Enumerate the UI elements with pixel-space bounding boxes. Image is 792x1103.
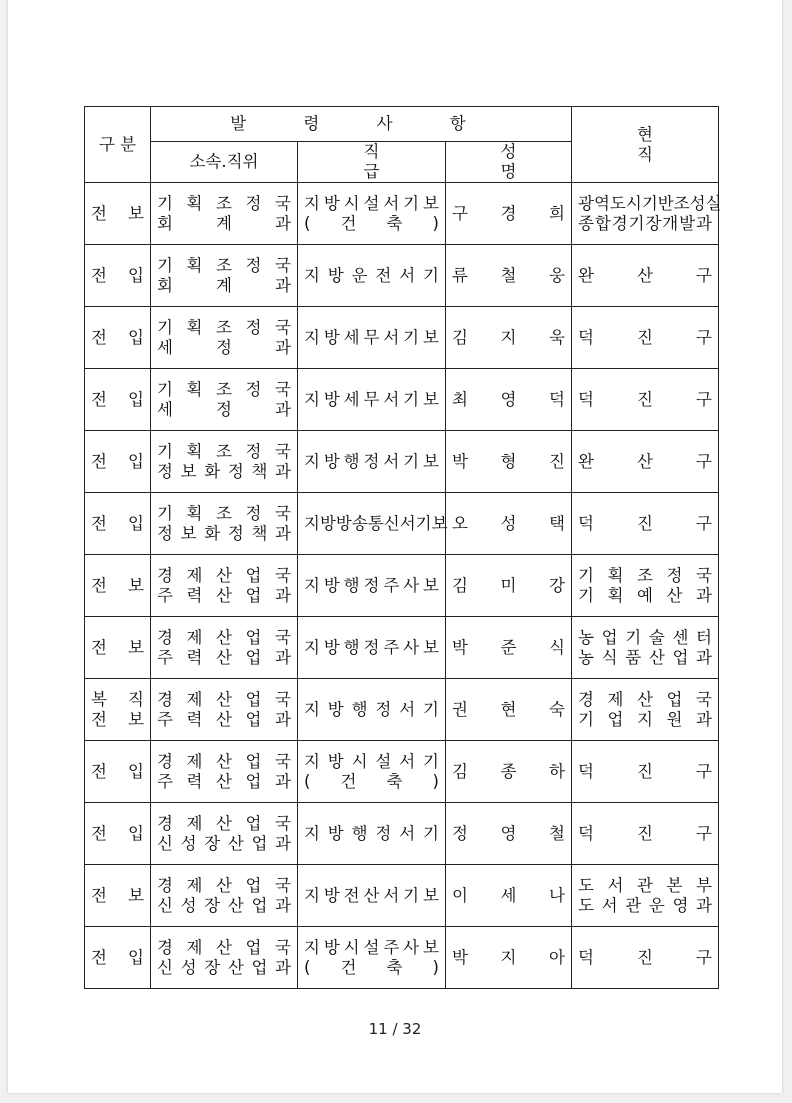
grade-line: 지 방 행 정 서 기 보 xyxy=(304,451,439,471)
current-post-line: 도 서 관 본 부 xyxy=(578,875,712,895)
affiliation-cell xyxy=(151,803,298,865)
person-name-cell xyxy=(446,617,572,679)
affiliation-cell xyxy=(151,927,298,989)
current-post-cell xyxy=(572,741,719,803)
order-type-cell xyxy=(85,617,151,679)
grade-cell xyxy=(298,431,446,493)
current-post-cell xyxy=(572,245,719,307)
current-post-line: 덕 진 구 xyxy=(578,947,712,967)
current-post-line: 기 획 예 산 과 xyxy=(578,585,712,605)
affiliation-cell xyxy=(151,183,298,245)
grade-line: 지 방 방 송 통 신 서 기 보 xyxy=(304,513,448,533)
header-current: 현 직 xyxy=(572,107,719,183)
page-number: 11 / 32 xyxy=(368,1020,422,1038)
personnel-order-table xyxy=(84,106,722,989)
order-type-cell xyxy=(85,493,151,555)
order-type-line: 전 입 xyxy=(91,389,144,409)
table-row xyxy=(85,741,719,803)
table-row xyxy=(85,803,719,865)
document-page xyxy=(8,0,782,1093)
current-post-cell xyxy=(572,927,719,989)
person-name-cell xyxy=(446,555,572,617)
person-name: 김 지 욱 xyxy=(452,327,565,347)
person-name-cell xyxy=(446,803,572,865)
current-post-line: 농 식 품 산 업 과 xyxy=(578,647,712,667)
grade-cell xyxy=(298,679,446,741)
table-row xyxy=(85,617,719,679)
current-post-line: 덕 진 구 xyxy=(578,761,712,781)
order-type-cell xyxy=(85,245,151,307)
header-gubun: 구 분 xyxy=(85,107,151,183)
order-type-cell xyxy=(85,431,151,493)
table-row xyxy=(85,431,719,493)
person-name: 박 지 아 xyxy=(452,947,565,967)
affiliation-line: 신 성 장 산 업 과 xyxy=(157,957,291,977)
grade-line: 지 방 행 정 서 기 xyxy=(304,823,439,843)
current-post-cell xyxy=(572,431,719,493)
table-row xyxy=(85,865,719,927)
order-type-line: 전 입 xyxy=(91,513,144,533)
affiliation-line: 정 보 화 정 책 과 xyxy=(157,523,291,543)
current-post-cell xyxy=(572,555,719,617)
current-post-line: 기 획 조 정 국 xyxy=(578,565,712,585)
grade-cell xyxy=(298,741,446,803)
person-name: 김 미 강 xyxy=(452,575,565,595)
header-grade: 직 급 xyxy=(298,142,446,183)
grade-cell xyxy=(298,555,446,617)
person-name: 오 성 택 xyxy=(452,513,565,533)
current-post-cell xyxy=(572,493,719,555)
person-name: 권 현 숙 xyxy=(452,699,565,719)
grade-cell xyxy=(298,369,446,431)
table-row xyxy=(85,307,719,369)
current-post-line: 종 합 경 기 장 개 발 과 xyxy=(578,213,712,233)
person-name-cell xyxy=(446,369,572,431)
order-type-line: 전 보 xyxy=(91,637,144,657)
affiliation-line: 경 제 산 업 국 xyxy=(157,689,291,709)
affiliation-line: 경 제 산 업 국 xyxy=(157,751,291,771)
affiliation-line: 신 성 장 산 업 과 xyxy=(157,833,291,853)
order-type-cell xyxy=(85,183,151,245)
affiliation-line: 경 제 산 업 국 xyxy=(157,813,291,833)
order-type-cell xyxy=(85,741,151,803)
order-type-cell xyxy=(85,927,151,989)
person-name-cell xyxy=(446,245,572,307)
grade-line: 지 방 시 설 주 사 보 xyxy=(304,937,439,957)
grade-line: 지 방 세 무 서 기 보 xyxy=(304,389,439,409)
grade-line: ( 건 축 ) xyxy=(304,957,439,977)
grade-line: ( 건 축 ) xyxy=(304,213,439,233)
table-row xyxy=(85,183,719,245)
current-post-cell xyxy=(572,183,722,245)
affiliation-line: 기 획 조 정 국 xyxy=(157,503,291,523)
grade-cell xyxy=(298,183,446,245)
affiliation-cell xyxy=(151,617,298,679)
current-post-line: 완 산 구 xyxy=(578,265,712,285)
order-type-line: 전 입 xyxy=(91,451,144,471)
grade-line: 지 방 전 산 서 기 보 xyxy=(304,885,439,905)
affiliation-line: 경 제 산 업 국 xyxy=(157,565,291,585)
grade-line: 지 방 시 설 서 기 보 xyxy=(304,193,439,213)
affiliation-line: 기 획 조 정 국 xyxy=(157,379,291,399)
grade-cell xyxy=(298,927,446,989)
order-type-cell xyxy=(85,369,151,431)
grade-line: 지 방 행 정 주 사 보 xyxy=(304,637,439,657)
order-type-cell xyxy=(85,679,151,741)
grade-cell xyxy=(298,617,446,679)
current-post-cell xyxy=(572,803,719,865)
person-name-cell xyxy=(446,183,572,245)
order-type-cell xyxy=(85,555,151,617)
table-row xyxy=(85,369,719,431)
current-post-cell xyxy=(572,617,719,679)
grade-cell xyxy=(298,245,446,307)
table-row xyxy=(85,679,719,741)
person-name: 구 경 희 xyxy=(452,203,565,223)
affiliation-line: 주 력 산 업 과 xyxy=(157,647,291,667)
current-post-cell xyxy=(572,865,719,927)
affiliation-cell xyxy=(151,555,298,617)
current-post-line: 농 업 기 술 센 터 xyxy=(578,627,712,647)
person-name: 박 형 진 xyxy=(452,451,565,471)
affiliation-cell xyxy=(151,369,298,431)
order-type-line: 복 직 xyxy=(91,689,144,709)
current-post-cell xyxy=(572,307,719,369)
affiliation-line: 경 제 산 업 국 xyxy=(157,627,291,647)
affiliation-line: 경 제 산 업 국 xyxy=(157,875,291,895)
table-row xyxy=(85,245,719,307)
current-post-cell xyxy=(572,679,719,741)
header-affiliation: 소속.직위 xyxy=(151,142,298,183)
grade-line: 지 방 행 정 주 사 보 xyxy=(304,575,439,595)
person-name: 류 철 웅 xyxy=(452,265,565,285)
order-type-cell xyxy=(85,307,151,369)
person-name: 김 종 하 xyxy=(452,761,565,781)
affiliation-line: 경 제 산 업 국 xyxy=(157,937,291,957)
affiliation-line: 기 획 조 정 국 xyxy=(157,441,291,461)
affiliation-cell xyxy=(151,307,298,369)
affiliation-cell xyxy=(151,741,298,803)
current-post-line: 덕 진 구 xyxy=(578,389,712,409)
table-row xyxy=(85,493,719,555)
table-row xyxy=(85,555,719,617)
person-name-cell xyxy=(446,679,572,741)
grade-cell xyxy=(298,803,446,865)
current-post-line: 기 업 지 원 과 xyxy=(578,709,712,729)
affiliation-cell xyxy=(151,679,298,741)
order-type-line: 전 보 xyxy=(91,203,144,223)
affiliation-line: 회 계 과 xyxy=(157,213,291,233)
order-type-line: 전 보 xyxy=(91,575,144,595)
grade-line: 지 방 운 전 서 기 xyxy=(304,265,439,285)
current-post-cell xyxy=(572,369,719,431)
order-type-line: 전 입 xyxy=(91,265,144,285)
affiliation-cell xyxy=(151,431,298,493)
grade-line: 지 방 세 무 서 기 보 xyxy=(304,327,439,347)
affiliation-line: 주 력 산 업 과 xyxy=(157,771,291,791)
affiliation-line: 세 정 과 xyxy=(157,399,291,419)
affiliation-line: 정 보 화 정 책 과 xyxy=(157,461,291,481)
order-type-line: 전 입 xyxy=(91,823,144,843)
person-name: 이 세 나 xyxy=(452,885,565,905)
person-name-cell xyxy=(446,307,572,369)
affiliation-line: 회 계 과 xyxy=(157,275,291,295)
table-row xyxy=(85,927,719,989)
grade-cell xyxy=(298,493,446,555)
order-type-cell xyxy=(85,865,151,927)
order-type-cell xyxy=(85,803,151,865)
person-name-cell xyxy=(446,865,572,927)
affiliation-line: 신 성 장 산 업 과 xyxy=(157,895,291,915)
order-type-line: 전 입 xyxy=(91,947,144,967)
affiliation-line: 기 획 조 정 국 xyxy=(157,193,291,213)
current-post-line: 광 역 도 시 기 반 조 성 실 xyxy=(578,193,722,213)
affiliation-line: 세 정 과 xyxy=(157,337,291,357)
affiliation-cell xyxy=(151,493,298,555)
person-name: 정 영 철 xyxy=(452,823,565,843)
order-type-line: 전 보 xyxy=(91,885,144,905)
affiliation-line: 기 획 조 정 국 xyxy=(157,317,291,337)
person-name-cell xyxy=(446,493,572,555)
current-post-line: 완 산 구 xyxy=(578,451,712,471)
grade-line: 지 방 행 정 서 기 xyxy=(304,699,439,719)
header-name: 성 명 xyxy=(446,142,572,183)
current-post-line: 덕 진 구 xyxy=(578,513,712,533)
current-post-line: 덕 진 구 xyxy=(578,327,712,347)
affiliation-cell xyxy=(151,245,298,307)
grade-cell xyxy=(298,307,446,369)
header-issue: 발 령 사 항 xyxy=(151,107,572,142)
order-type-line: 전 입 xyxy=(91,327,144,347)
person-name-cell xyxy=(446,741,572,803)
table-body xyxy=(85,183,722,989)
person-name-cell xyxy=(446,927,572,989)
affiliation-line: 주 력 산 업 과 xyxy=(157,585,291,605)
person-name: 박 준 식 xyxy=(452,637,565,657)
grade-line: ( 건 축 ) xyxy=(304,771,439,791)
current-post-line: 도 서 관 운 영 과 xyxy=(578,895,712,915)
grade-line: 지 방 시 설 서 기 xyxy=(304,751,439,771)
affiliation-line: 주 력 산 업 과 xyxy=(157,709,291,729)
current-post-line: 경 제 산 업 국 xyxy=(578,689,712,709)
person-name-cell xyxy=(446,431,572,493)
grade-cell xyxy=(298,865,446,927)
current-post-line: 덕 진 구 xyxy=(578,823,712,843)
affiliation-line: 기 획 조 정 국 xyxy=(157,255,291,275)
order-type-line: 전 입 xyxy=(91,761,144,781)
affiliation-cell xyxy=(151,865,298,927)
person-name: 최 영 덕 xyxy=(452,389,565,409)
order-type-line: 전 보 xyxy=(91,709,144,729)
